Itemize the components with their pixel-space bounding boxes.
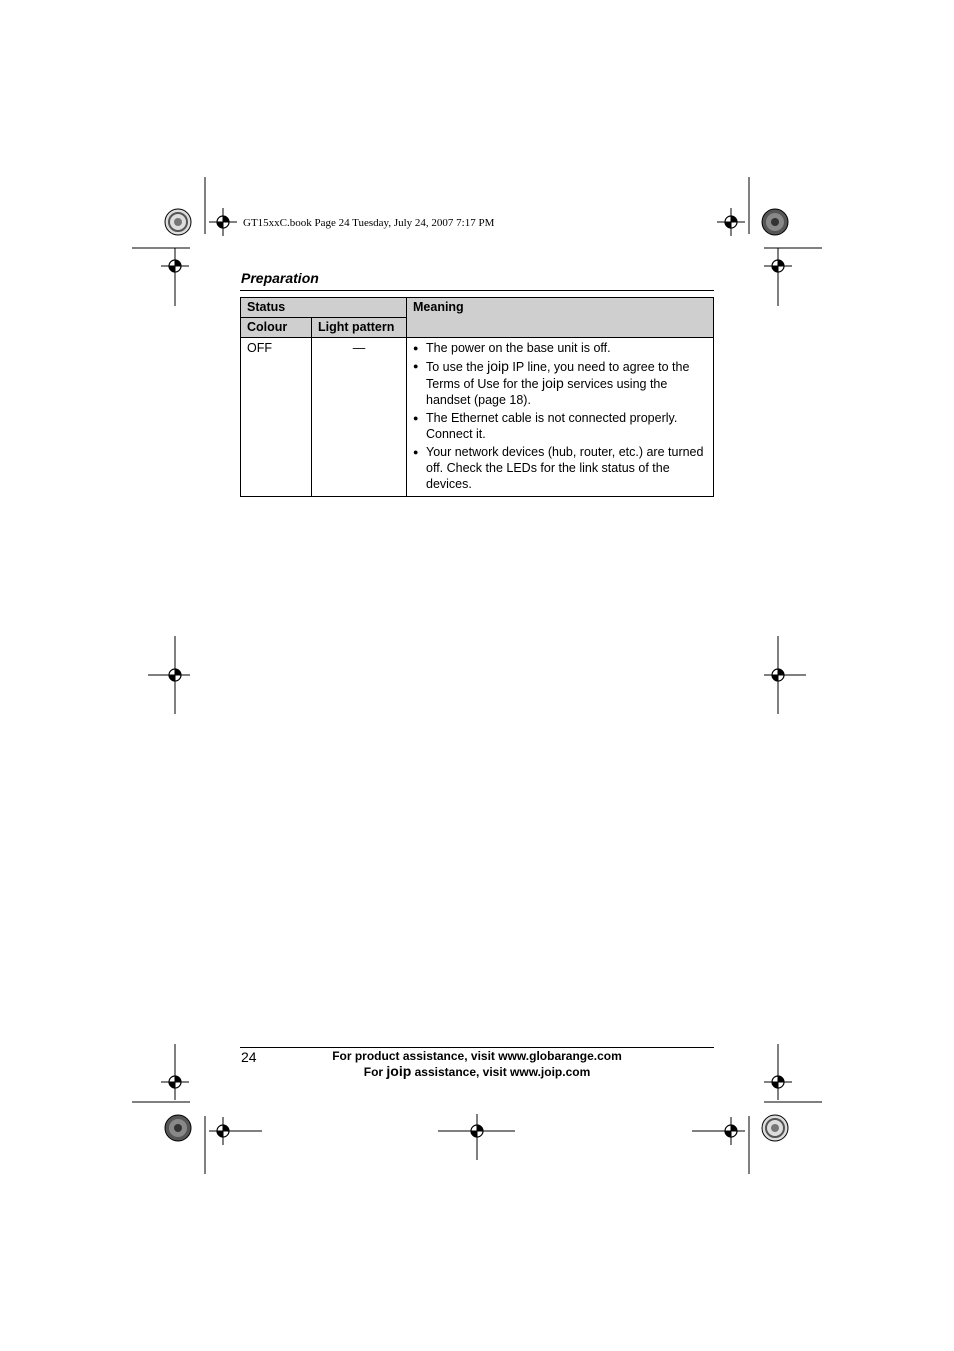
header-meaning: Meaning xyxy=(407,298,714,338)
footer-joip-line: For joip assistance, visit www.joip.com xyxy=(363,1063,591,1079)
page-number: 24 xyxy=(241,1049,257,1065)
joip-brand: joip xyxy=(487,358,509,374)
list-item: ● The Ethernet cable is not connected properly. Connect it. xyxy=(413,410,707,442)
list-item: ● Your network devices (hub, router, etc.) are turned off. Check the LEDs for the link status of the devices. xyxy=(413,444,707,492)
table-header-row xyxy=(241,298,714,318)
header-status: Status xyxy=(241,298,407,318)
cell-meaning xyxy=(407,338,714,497)
color-target-icon xyxy=(165,1115,191,1141)
header-colour: Colour xyxy=(241,318,312,338)
table-row xyxy=(241,338,714,497)
section-divider xyxy=(240,290,714,291)
footer-assistance-line: For product assistance, visit www.globarange.com xyxy=(332,1049,622,1063)
cell-light-pattern: — xyxy=(312,338,407,497)
footer-divider xyxy=(240,1047,714,1048)
color-target-icon xyxy=(165,209,191,235)
section-title: Preparation xyxy=(241,270,319,286)
header-light-pattern: Light pattern xyxy=(312,318,407,338)
meaning-list xyxy=(413,340,707,492)
color-target-icon xyxy=(762,209,788,235)
joip-brand: joip xyxy=(542,375,564,391)
book-header: GT15xxC.book Page 24 Tuesday, July 24, 2007 7:17 PM xyxy=(243,217,495,229)
list-item: ● To use the joip IP line, you need to agree to the Terms of Use for the joip services using the handset (page 18). xyxy=(413,358,707,408)
cell-colour: OFF xyxy=(241,338,312,497)
color-target-icon xyxy=(762,1115,788,1141)
joip-brand: joip xyxy=(386,1063,412,1079)
list-item: ● The power on the base unit is off. xyxy=(413,340,707,356)
status-table xyxy=(240,297,714,497)
